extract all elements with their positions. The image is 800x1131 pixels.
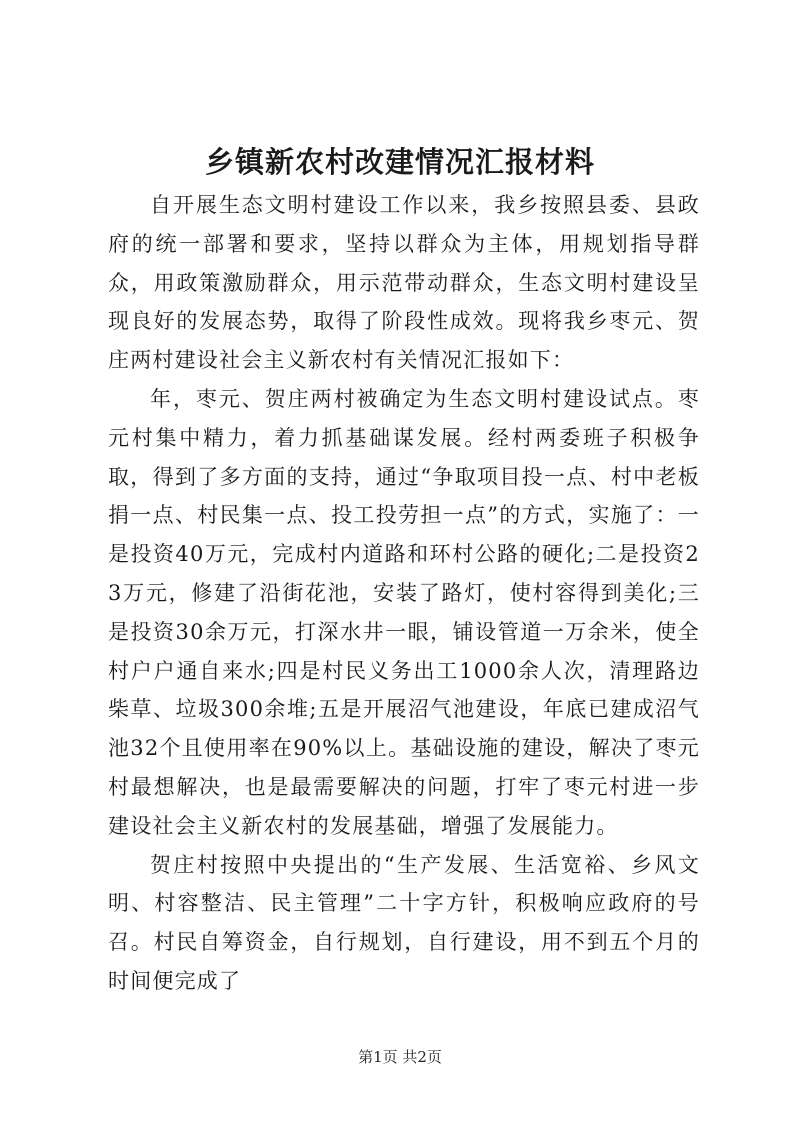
paragraph-hezhuang: 贺庄村按照中央提出的“生产发展、生活宽裕、乡风文明、村容整洁、民主管理”二十字方针，积极响应政府的号召。村民自筹资金，自行规划，自行建设，用不到五个月的时间便完成了 [108,852,700,993]
paragraph-zaoyuan: 年，枣元、贺庄两村被确定为生态文明村建设试点。枣元村集中精力，着力抓基础谋发展。经村两委班子积极争取，得到了多方面的支持，通过“争取项目投一点、村中老板捐一点、村民集一点、投工投劳担一点”的方式，实施了：一是投资40万元，完成村内道路和环村公路的硬化;二是投资23万元，修建了沿街花池，安装了路灯，使村容得到美化;三是投资30余万元，打深水井一眼，铺设管道一万余米，使全村户户通自来水;四是村民义务出工1000余人次，清理路边柴草、垃圾300余堆;五是开展沼气池建设，年底已建成沼气池32个且使用率在90%以上。基础设施的建设，解决了枣元村最想解决，也是最需要解决的问题，打牢了枣元村进一步建设社会主义新农村的发展基础，增强了发展能力。 [108,386,700,838]
paragraph-intro: 自开展生态文明村建设工作以来，我乡按照县委、县政府的统一部署和要求，坚持以群众为主体，用规划指导群众，用政策激励群众，用示范带动群众，生态文明村建设呈现良好的发展态势，取得了阶段性成效。现将我乡枣元、贺庄两村建设社会主义新农村有关情况汇报如下： [108,193,700,373]
document-title: 乡镇新农村改建情况汇报材料 [204,145,595,179]
page-number: 第1页 共2页 [358,1048,442,1066]
document-body [108,186,700,1001]
